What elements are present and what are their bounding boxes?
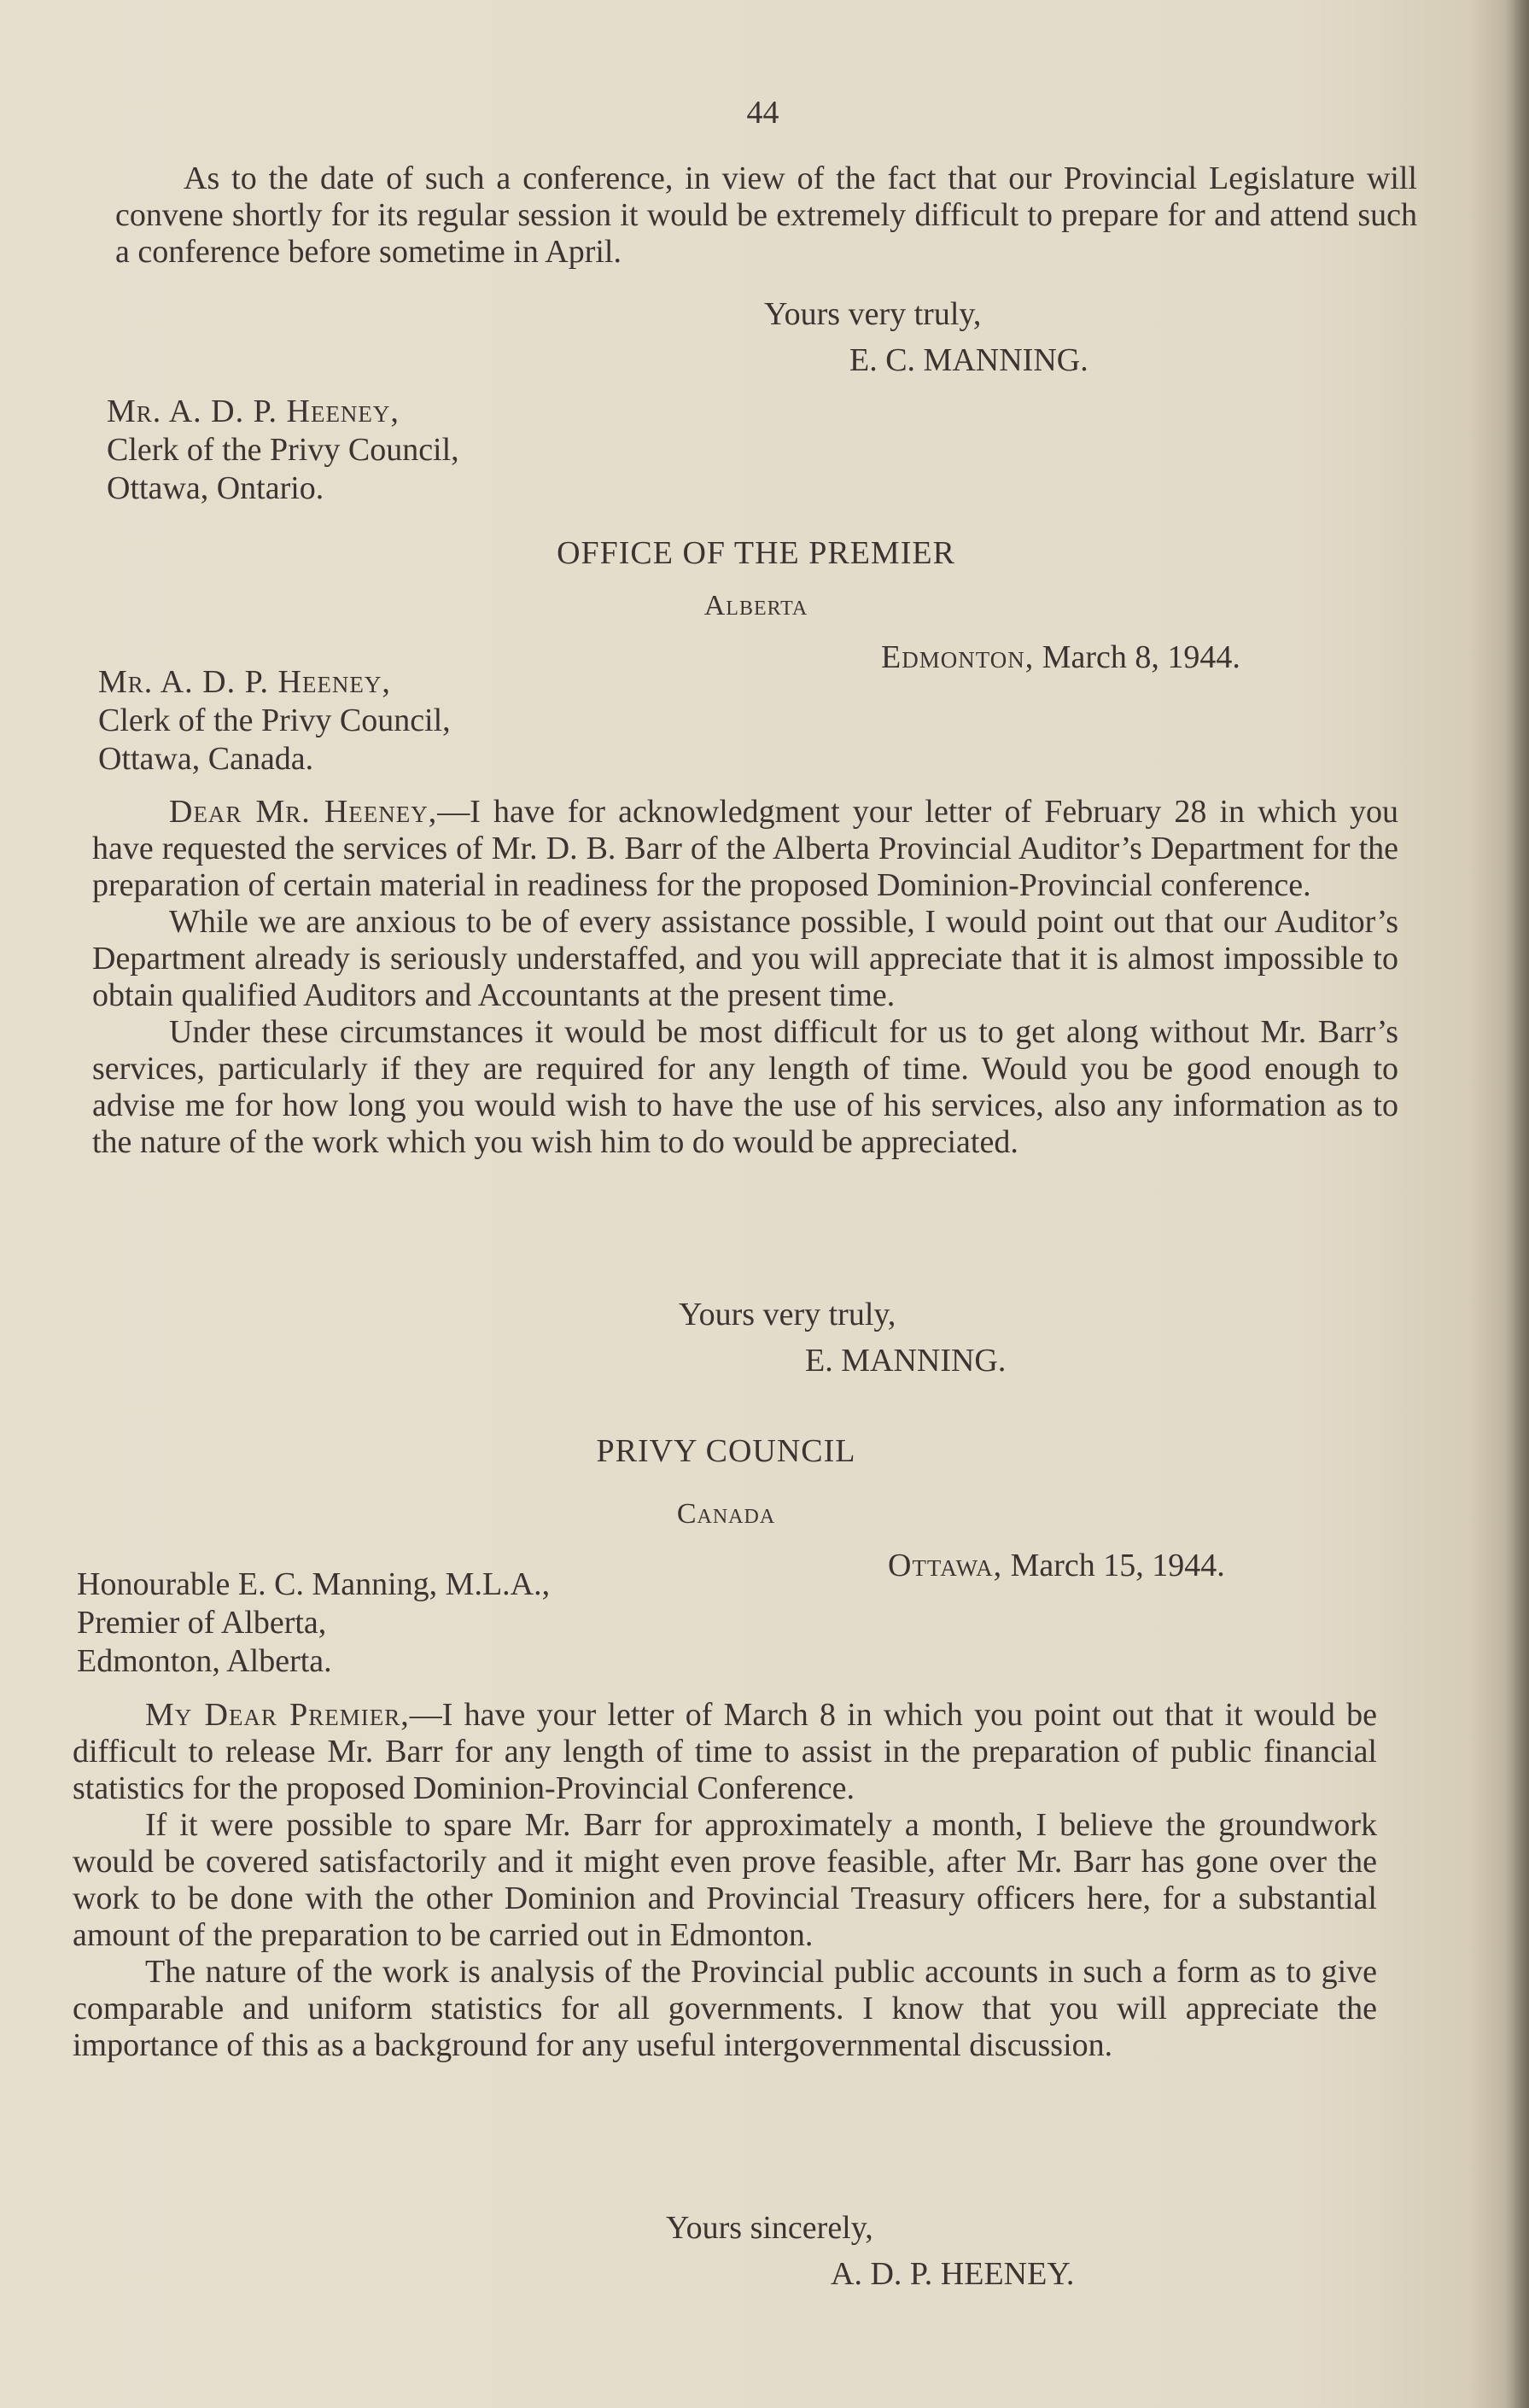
letter2-paragraph-2: While we are anxious to be of every assistance possible, I would point out that our Auditor’s Department already is seriously understaffed, and you will appreciate that it is almost impossible to obtain qualified Auditors and Accountants at the present time. bbox=[92, 904, 1398, 1013]
letter3-paragraph-1-text: —I have your letter of March 8 in which you point out that it would be difficult to release Mr. Barr for any length of time to assist in the preparation of public financial statistics for the proposed Dominion-Provincial Conference. bbox=[73, 1697, 1377, 1806]
letter2-paragraph-1-text: —I have for acknowledgment your letter of February 28 in which you have requested the services of Mr. D. B. Barr of the Alberta Provincial Auditor’s Department for the preparation of certain material in readiness for the proposed Dominion-Provincial conference. bbox=[92, 794, 1398, 903]
letter3-dateline bbox=[888, 1547, 1225, 1584]
letter3-addressee-name bbox=[77, 1565, 550, 1603]
letter2-closing: Yours very truly, bbox=[679, 1297, 896, 1332]
letter1-body bbox=[115, 160, 1417, 271]
letter1-closing: Yours very truly, bbox=[764, 296, 982, 332]
letter3-heading: PRIVY COUNCIL bbox=[596, 1433, 856, 1469]
page-number: 44 bbox=[746, 95, 779, 131]
letter2-place: Edmonton, bbox=[881, 639, 1035, 675]
letter2-paragraph-1 bbox=[92, 794, 1398, 904]
letter2-heading: OFFICE OF THE PREMIER bbox=[557, 535, 955, 571]
letter3-addressee-title: Premier of Alberta, bbox=[77, 1605, 327, 1641]
letter2-salutation: Dear Mr. Heeney, bbox=[169, 794, 438, 830]
letter2-addressee-name: Mr. A. D. P. Heeney, bbox=[98, 664, 391, 700]
letter1-addressee-city: Ottawa, Ontario. bbox=[107, 470, 324, 506]
letter3-paragraph-3: The nature of the work is analysis of the Provincial public accounts in such a form as to give comparable and uniform statistics for all governments. I know that you will appreciate the importance of this as a background for any useful intergovernmental discussion. bbox=[73, 1954, 1377, 2063]
letter3-paragraph-2: If it were possible to spare Mr. Barr for approximately a month, I believe the groundwork would be covered satisfactorily and it might even prove feasible, after Mr. Barr has gone over the work to be done with the other Dominion and Provincial Treasury officers here, for a substantial amount of the preparation to be carried out in Edmonton. bbox=[73, 1807, 1377, 1953]
letter2-subheading: Alberta bbox=[703, 590, 808, 621]
letter1-signature: E. C. MANNING. bbox=[849, 342, 1088, 378]
letter2-addressee-title: Clerk of the Privy Council, bbox=[98, 703, 451, 738]
letter3-paragraph-1 bbox=[73, 1697, 1377, 1807]
letter2-signature: E. MANNING. bbox=[805, 1343, 1007, 1379]
letter3-addressee-name-text: Honourable E. C. Manning, M.L.A., bbox=[77, 1566, 551, 1602]
letter2-addressee-city: Ottawa, Canada. bbox=[98, 741, 314, 777]
page-edge-shadow bbox=[1505, 0, 1529, 2408]
letter3-body bbox=[73, 1697, 1377, 2064]
letter3-place: Ottawa, bbox=[888, 1548, 1003, 1583]
letter3-salutation: My Dear Premier, bbox=[145, 1697, 410, 1733]
letter3-subheading: Canada bbox=[676, 1498, 776, 1530]
letter3-addressee-city: Edmonton, Alberta. bbox=[77, 1643, 332, 1679]
letter1-addressee-title: Clerk of the Privy Council, bbox=[107, 432, 459, 468]
letter2-body bbox=[92, 794, 1398, 1161]
letter2-paragraph-3: Under these circumstances it would be most difficult for us to get along without Mr. Barr’s services, particularly if they are required for any length of time. Would you be good enough to advise me for how long you would wish to have the use of his services, also any information as to the nature of the work which you wish him to do would be appreciated. bbox=[92, 1014, 1398, 1160]
letter2-dateline bbox=[881, 638, 1240, 676]
letter1-paragraph: As to the date of such a conference, in view of the fact that our Provincial Legislature will convene shortly for its regular session it would be extremely difficult to prepare for and attend such a conference before sometime in April. bbox=[115, 160, 1417, 270]
letter3-signature: A. D. P. HEENEY. bbox=[831, 2256, 1075, 2292]
letter3-closing: Yours sincerely, bbox=[666, 2210, 873, 2246]
letter3-date: March 15, 1944. bbox=[1002, 1548, 1225, 1583]
letter1-addressee-name: Mr. A. D. P. Heeney, bbox=[107, 394, 400, 429]
letter2-date: March 8, 1944. bbox=[1034, 639, 1240, 675]
